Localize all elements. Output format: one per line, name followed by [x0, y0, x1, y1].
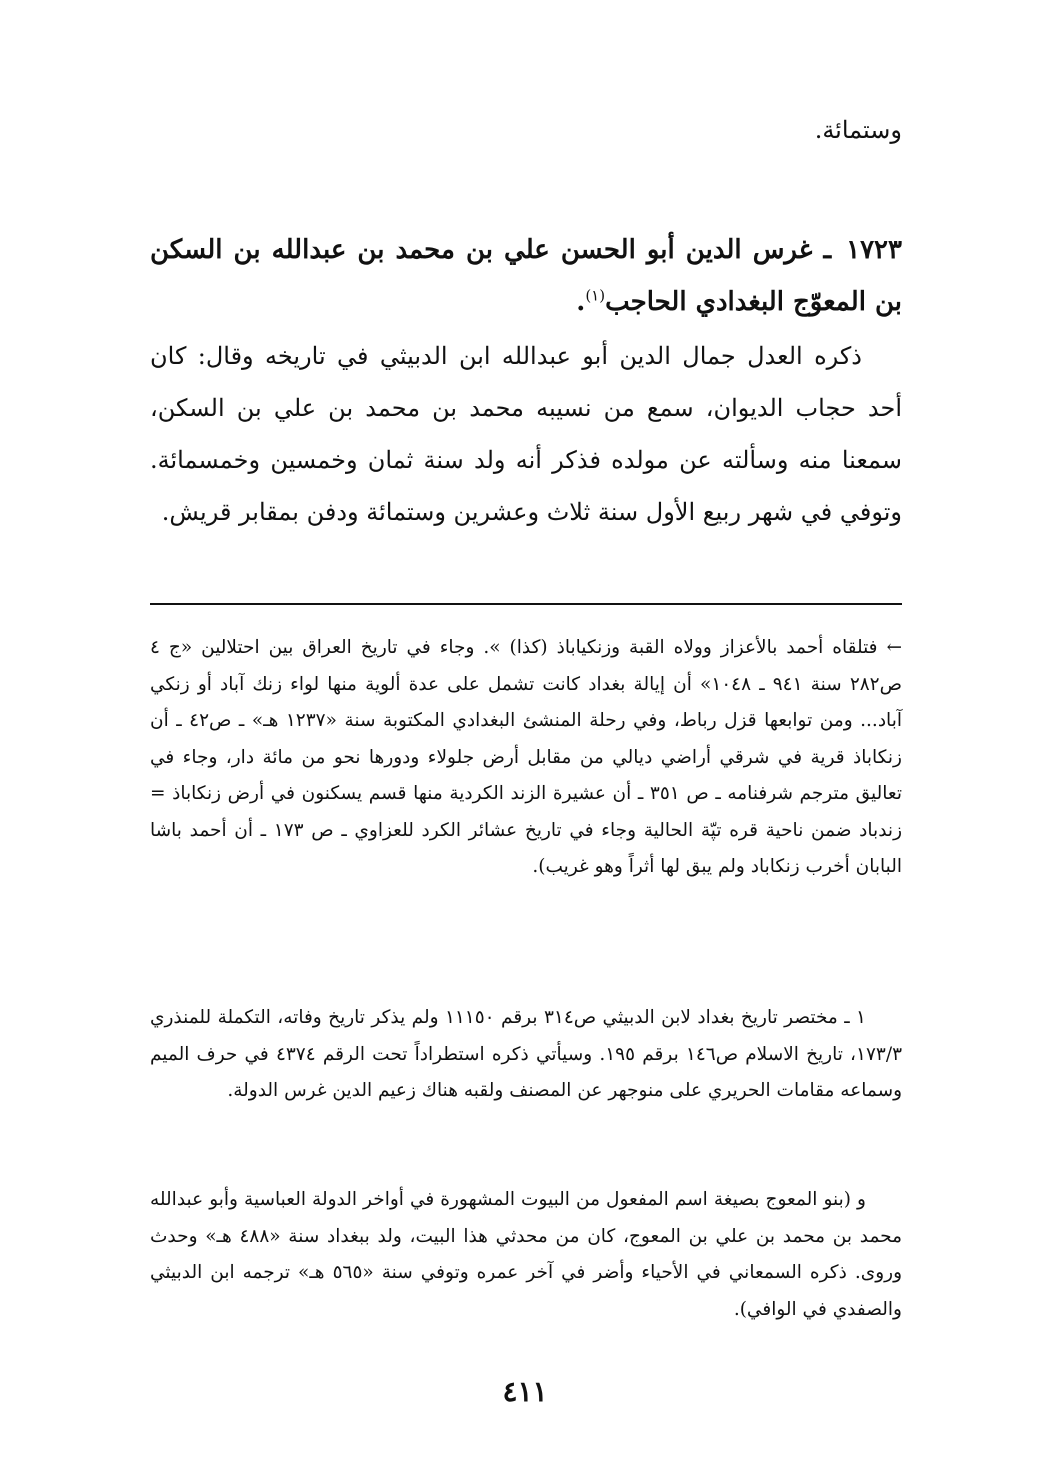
- entry-name: غرس الدين أبو الحسن علي بن محمد بن عبدالله بن السكن بن المعوّج البغدادي الحاجب: [150, 235, 902, 317]
- footnote-continuation: ← فتلقاه أحمد بالأعزاز وولاه القبة وزنكياباذ (كذا) ». وجاء في تاريخ العراق بين احتلالين «ج ٤ ص٢٨٢ سنة ٩٤١ ـ ١٠٤٨» أن إيالة بغداد كانت تشمل على عدة ألوية منها لواء زنك آباد أو زنكي آباد... ومن توابعها قزل رباط، وفي رحلة المنشئ البغدادي المكتوبة سنة «١٢٣٧ هـ» ـ ص٤٢ ـ أن زنكاباذ قرية في شرقي أراضي ديالي من مقابل أرض جلولاء ودورها نحو من مائة دار، وجاء في تعاليق مترجم شرفنامه ـ ص ٣٥١ ـ أن عشيرة الزند الكردية منها قسم يسكنون في أرض زنكاباذ = زندباد ضمن ناحية قره تپّة الحالية وجاء في تاريخ عشائر الكرد للعزاوي ـ ص ١٧٣ ـ أن أحمد باشا البابان أخرب زنكاباد ولم يبق لها أثراً وهو غريب).: [150, 637, 903, 877]
- entry-end-mark: .: [576, 287, 586, 317]
- entry-number: ١٧٢٣: [846, 235, 902, 265]
- footnote-2: و (بنو المعوج بصيغة اسم المفعول من البيوت المشهورة في أواخر الدولة العباسية وأبو عبدالله محمد بن محمد بن علي بن المعوج، كان من محدثي هذا البيت، ولد ببغداد سنة «٤٨٨ هـ» وحدث وروى. ذكره السمعاني في الأحياء وأضر في آخر عمره وتوفي سنة «٥٦٥ هـ» ترجمه ابن الدبيثي والصفدي في الوافي).: [150, 1189, 903, 1320]
- carryover-text: وستمائة.: [814, 116, 902, 144]
- footnote-reference[interactable]: (١): [585, 286, 606, 305]
- page-number: ٤١١: [502, 1375, 548, 1408]
- footnote-1: ١ ـ مختصر تاريخ بغداد لابن الدبيثي ص٣١٤ برقم ١١١٥٠ ولم يذكر تاريخ وفاته، التكملة للمنذري ١٧٣/٣، تاريخ الاسلام ص١٤٦ برقم ١٩٥. وسيأتي ذكره استطراداً تحت الرقم ٤٣٧٤ في حرف الميم وسماعه مقامات الحريري على منوجهر عن المصنف ولقبه هناك زعيم الدين غرس الدولة.: [150, 1007, 903, 1101]
- entry-dash: ـ: [823, 235, 832, 265]
- footnote-separator: [150, 603, 902, 605]
- entry-body: ذكره العدل جمال الدين أبو عبدالله ابن الدبيثي في تاريخه وقال: كان أحد حجاب الديوان، سمع من نسيبه محمد بن محمد بن علي بن السكن، سمعنا منه وسألته عن مولده فذكر أنه ولد سنة ثمان وخمسين وخمسمائة. وتوفي في شهر ربيع الأول سنة ثلاث وعشرين وستمائة ودفن بمقابر قريش.: [150, 342, 902, 526]
- entry-heading: [150, 224, 902, 328]
